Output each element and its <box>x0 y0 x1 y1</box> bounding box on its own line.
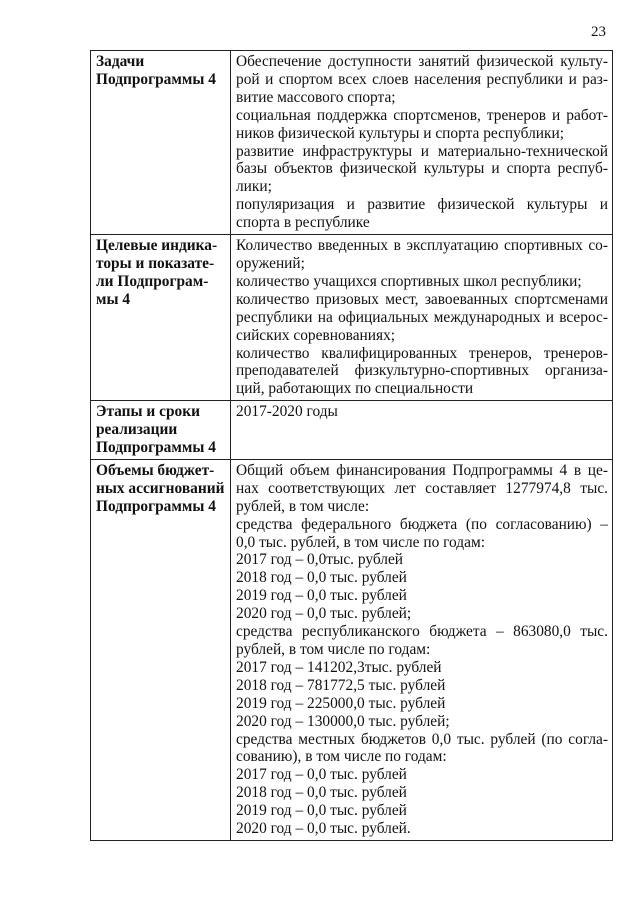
content-line: количество учащихся спортивных школ республики; <box>236 272 582 290</box>
content-line: оружений; <box>236 254 305 272</box>
content-line: республики на официальных международных и всерос- <box>236 308 608 326</box>
content-line: количество призовых мест, завоеванных спортсменами <box>236 290 608 308</box>
row-label-stages-and-terms <box>91 401 231 460</box>
content-line: 2019 год – 0,0 тыс. рублей <box>236 587 407 605</box>
content-line: базы объектов физической культуры и спорта респуб- <box>236 160 608 178</box>
label-line: Этапы и сроки <box>96 403 200 421</box>
content-line: количество квалифицированных тренеров, тренеров- <box>236 344 608 362</box>
content-line: Обеспечение доступности занятий физической культу- <box>236 53 608 70</box>
label-line: реализации <box>96 421 178 439</box>
row-content-target-indicators <box>231 235 613 401</box>
page-number: 23 <box>591 24 606 40</box>
label-line: Подпрограммы 4 <box>96 439 216 457</box>
content-line: 2019 год – 225000,0 тыс. рублей <box>236 694 446 712</box>
content-line: рублей, в том числе: <box>236 497 370 515</box>
content-line: 2017 год – 141202,3тыс. рублей <box>236 658 442 676</box>
content-line: нах соответствующих лет составляет 1277974,8 тыс. <box>236 479 608 497</box>
label-line: торы и показате- <box>96 254 215 272</box>
content-line: 2020 год – 0,0 тыс. рублей; <box>236 605 412 623</box>
table-row-tasks <box>91 51 613 235</box>
label-line: Задачи <box>96 53 145 70</box>
content-line: популяризация и развитие физической культуры и <box>236 196 608 214</box>
content-line: средства местных бюджетов 0,0 тыс. рублей (по согла- <box>236 730 608 748</box>
content-line: сованию), в том числе по годам: <box>236 748 447 766</box>
content-line: 2018 год – 0,0 тыс. рублей <box>236 569 407 587</box>
row-label-target-indicators <box>91 235 231 401</box>
table-row-target-indicators <box>91 235 613 401</box>
content-line: средства республиканского бюджета – 863080,0 тыс. <box>236 623 608 641</box>
row-content-tasks <box>231 51 613 235</box>
label-line: ных ассигнований <box>96 479 225 497</box>
content-line: спорта в республике <box>236 214 370 232</box>
row-content-stages-and-terms <box>231 401 613 460</box>
label-line: ли Подпрограм- <box>96 272 209 290</box>
content-line: сийских соревнованиях; <box>236 326 396 344</box>
content-line: 2018 год – 0,0 тыс. рублей <box>236 784 407 802</box>
content-line: 2017 год – 0,0тыс. рублей <box>236 551 404 569</box>
content-line: Общий объем финансирования Подпрограммы 4 в це- <box>236 461 608 479</box>
label-line: Объемы бюджет- <box>96 461 215 479</box>
content-line: рой и спортом всех слоев населения республики и раз- <box>236 70 608 88</box>
content-line: 2017-2020 годы <box>236 403 338 421</box>
content-line: 0,0 тыс. рублей, в том числе по годам: <box>236 533 485 551</box>
content-line: 2019 год – 0,0 тыс. рублей <box>236 802 407 820</box>
label-line: Целевые индика- <box>96 237 218 255</box>
content-line: развитие инфраструктуры и материально-технической <box>236 142 608 160</box>
content-line: Количество введенных в эксплуатацию спортивных со- <box>236 237 608 255</box>
label-line: Подпрограммы 4 <box>96 70 216 88</box>
row-label-tasks <box>91 51 231 235</box>
content-line: ций, работающих по специальности <box>236 380 474 398</box>
content-line: лики; <box>236 178 272 196</box>
table-row-budget-allocations <box>91 459 613 840</box>
content-line: витие массового спорта; <box>236 88 396 106</box>
content-line: средства федерального бюджета (по согласованию) – <box>236 515 608 533</box>
content-line: 2018 год – 781772,5 тыс. рублей <box>236 676 446 694</box>
content-line: социальная поддержка спортсменов, тренеров и работ- <box>236 106 608 124</box>
row-label-budget-allocations <box>91 459 231 840</box>
label-line: Подпрограммы 4 <box>96 497 216 515</box>
content-line: 2020 год – 130000,0 тыс. рублей; <box>236 712 450 730</box>
row-content-budget-allocations <box>231 459 613 840</box>
content-line: преподавателей физкультурно-спортивных организа- <box>236 362 608 380</box>
subprogram-passport-table <box>90 50 613 841</box>
table-row-stages-and-terms <box>91 401 613 460</box>
label-line: мы 4 <box>96 290 131 308</box>
content-line: 2020 год – 0,0 тыс. рублей. <box>236 820 411 838</box>
content-line: 2017 год – 0,0 тыс. рублей <box>236 766 407 784</box>
content-line: рублей, в том числе по годам: <box>236 641 431 658</box>
content-line: ников физической культуры и спорта республики; <box>236 124 565 142</box>
